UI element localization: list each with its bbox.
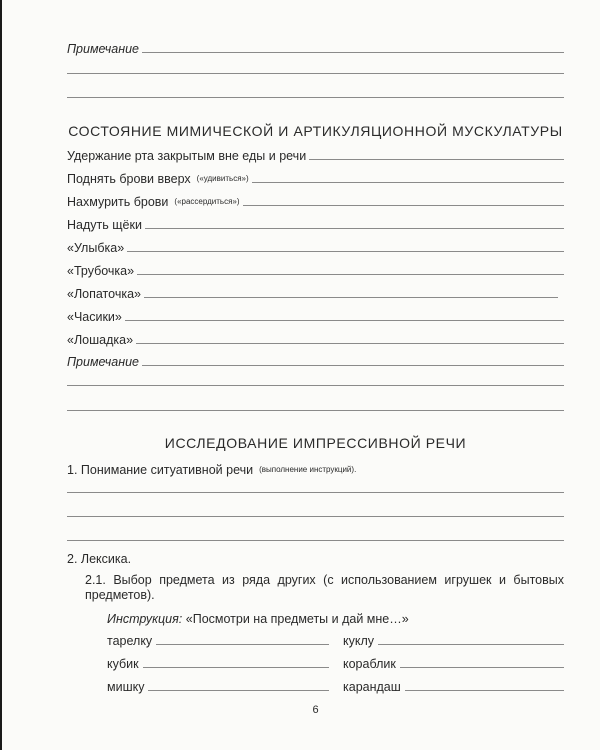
- muscle-item-row: [67, 241, 564, 255]
- word-row-right: [343, 657, 564, 671]
- muscle-note-blank-line[interactable]: [67, 410, 564, 411]
- muscle-item-fill-line[interactable]: [145, 228, 564, 229]
- muscle-item-label: Нахмурить брови: [67, 195, 169, 209]
- speech-item1-blank-line[interactable]: [67, 540, 564, 541]
- muscle-note-blank-line[interactable]: [67, 385, 564, 386]
- scan-edge: [0, 0, 2, 750]
- top-note-row: [67, 42, 564, 56]
- word-row-left: [107, 657, 329, 671]
- page-number: 6: [312, 704, 319, 716]
- muscle-item-label: «Лошадка»: [67, 333, 134, 347]
- muscle-item-row: [67, 287, 558, 301]
- muscle-item-row: [67, 218, 564, 232]
- word-label: кубик: [107, 657, 139, 671]
- instruction-label: Инструкция:: [107, 612, 183, 626]
- top-note-fill-line[interactable]: [142, 52, 564, 53]
- top-note-blank-line[interactable]: [67, 73, 564, 74]
- word-fill-line[interactable]: [148, 690, 329, 691]
- muscle-item-fill-line[interactable]: [137, 274, 564, 275]
- word-label: карандаш: [343, 680, 401, 694]
- muscle-item-label: «Улыбка»: [67, 241, 125, 255]
- muscle-item-fill-line[interactable]: [144, 297, 558, 298]
- section-heading-muscles: СОСТОЯНИЕ МИМИЧЕСКОЙ И АРТИКУЛЯЦИОННОЙ МУСКУЛАТУРЫ: [68, 123, 563, 139]
- muscle-item-fill-line[interactable]: [252, 182, 564, 183]
- speech-item1-row: [67, 462, 564, 477]
- muscle-item-hint: («рассердиться»): [174, 197, 240, 206]
- muscle-item-label: «Трубочка»: [67, 264, 135, 278]
- speech-item1-hint: (выполнение инструкций).: [259, 465, 357, 474]
- muscle-item-row: [67, 333, 564, 347]
- word-row-right: [343, 634, 564, 648]
- muscle-item-label: Надуть щёки: [67, 218, 142, 232]
- word-fill-line[interactable]: [400, 667, 564, 668]
- word-row-left: [107, 680, 329, 694]
- speech-item1-blank-line[interactable]: [67, 492, 564, 493]
- muscle-item-row: [67, 172, 564, 186]
- speech-item2-label: 2. Лексика.: [67, 552, 132, 566]
- instruction-row: [107, 611, 409, 627]
- section-heading-speech: ИССЛЕДОВАНИЕ ИМПРЕССИВНОЙ РЕЧИ: [164, 435, 467, 451]
- muscle-item-row: [67, 264, 564, 278]
- word-label: мишку: [107, 680, 145, 694]
- word-label: тарелку: [107, 634, 153, 648]
- muscle-item-label: «Лопаточка»: [67, 287, 141, 301]
- speech-item1-label: 1. Понимание ситуативной речи: [67, 463, 254, 477]
- word-fill-line[interactable]: [143, 667, 329, 668]
- muscle-note-fill-line[interactable]: [142, 365, 564, 366]
- muscle-item-row: [67, 195, 564, 209]
- muscle-item-hint: («удивиться»): [196, 174, 249, 183]
- muscle-item-fill-line[interactable]: [127, 251, 564, 252]
- muscle-item-fill-line[interactable]: [309, 159, 564, 160]
- muscle-note-label: Примечание: [67, 355, 139, 369]
- muscle-item-fill-line[interactable]: [125, 320, 564, 321]
- muscle-item-fill-line[interactable]: [136, 343, 564, 344]
- muscle-item-label: Поднять брови вверх: [67, 172, 191, 186]
- muscle-item-label: «Часики»: [67, 310, 122, 324]
- speech-item1-blank-line[interactable]: [67, 516, 564, 517]
- muscle-note-row: [67, 355, 564, 369]
- top-note-blank-line[interactable]: [67, 97, 564, 98]
- word-fill-line[interactable]: [378, 644, 564, 645]
- word-label: кораблик: [343, 657, 396, 671]
- word-fill-line[interactable]: [405, 690, 564, 691]
- word-row-left: [107, 634, 329, 648]
- muscle-item-label: Удержание рта закрытым вне еды и речи: [67, 149, 307, 163]
- word-fill-line[interactable]: [156, 644, 329, 645]
- muscle-item-row: [67, 310, 564, 324]
- word-label: куклу: [343, 634, 375, 648]
- muscle-item-fill-line[interactable]: [243, 205, 564, 206]
- muscle-item-row: [67, 149, 564, 163]
- instruction-text: «Посмотри на предметы и дай мне…»: [185, 612, 409, 626]
- word-row-right: [343, 680, 564, 694]
- worksheet-page: [67, 0, 564, 750]
- top-note-label: Примечание: [67, 42, 139, 56]
- speech-item2-1-text: 2.1. Выбор предмета из ряда других (с использованием игрушек и бытовых предметов).: [85, 573, 564, 602]
